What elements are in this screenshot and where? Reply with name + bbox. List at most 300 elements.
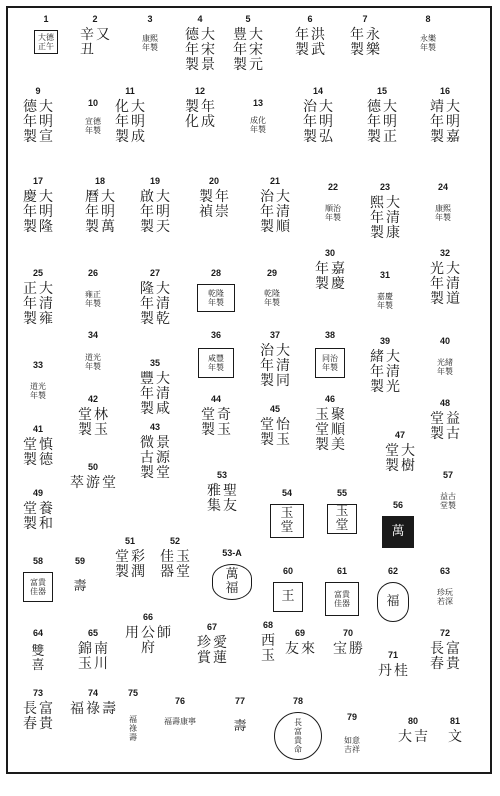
mark-number: 31 xyxy=(379,270,390,280)
inscription-column: 桂 xyxy=(394,663,408,679)
mark-inscription xyxy=(373,664,413,679)
seal-text: 喜 xyxy=(31,658,45,673)
inscription-column: 大 清 道 xyxy=(446,261,460,307)
mark-inscription xyxy=(435,730,475,745)
mark-47 xyxy=(375,430,425,510)
seal-mark xyxy=(212,564,252,600)
mark-number: 68 xyxy=(262,620,273,630)
mark-inscription xyxy=(375,444,425,474)
mark-number: 44 xyxy=(210,394,221,404)
inscription-column: 正 年 製 xyxy=(23,281,37,327)
inscription-column: 年 製 xyxy=(350,27,364,58)
seal-text: 宣德 xyxy=(85,117,101,126)
mark-62 xyxy=(371,566,415,646)
mark-inscription xyxy=(305,408,355,453)
mark-number: 23 xyxy=(379,182,390,192)
mark-inscription xyxy=(280,642,320,657)
mark-inscription xyxy=(180,28,220,73)
mark-1 xyxy=(31,14,61,94)
inscription-column: 友 xyxy=(285,641,299,657)
mark-number: 51 xyxy=(124,536,135,546)
mark-78 xyxy=(273,696,323,776)
inscription-column: 年 崇 xyxy=(215,189,229,220)
seal-text: 福 xyxy=(129,714,137,724)
seal-text: 貴 xyxy=(294,736,302,745)
mark-6 xyxy=(290,14,330,94)
mark-inscription xyxy=(68,408,118,438)
seal-text: 吉祥 xyxy=(344,745,360,754)
inscription-column: 西 玉 xyxy=(261,633,275,664)
mark-number: 64 xyxy=(32,628,43,638)
seal-text: 道光 xyxy=(30,382,46,391)
mark-number: 65 xyxy=(87,628,98,638)
seal-text: 如意 xyxy=(344,736,360,745)
mark-inscription xyxy=(393,730,433,745)
mark-5 xyxy=(228,14,268,94)
mark-inscription xyxy=(357,100,407,145)
seal-text: 萬 xyxy=(225,567,239,582)
mark-76 xyxy=(150,696,210,776)
seal-mark xyxy=(34,30,58,54)
inscription-column: 大 明 萬 xyxy=(101,189,115,235)
mark-17 xyxy=(13,176,63,256)
seal-text: 年製 xyxy=(377,301,393,310)
seal-mark xyxy=(423,352,467,382)
seal-mark xyxy=(273,582,303,612)
mark-3 xyxy=(130,14,170,94)
mark-number: 11 xyxy=(125,86,135,96)
mark-number: 35 xyxy=(149,358,160,368)
mark-number: 10 xyxy=(87,98,98,108)
mark-number: 41 xyxy=(32,424,43,434)
inscription-column: 佳 器 xyxy=(160,549,174,580)
mark-inscription xyxy=(360,196,410,241)
mark-number: 21 xyxy=(269,176,280,186)
mark-inscription xyxy=(70,701,116,717)
seal-text: 富貴 xyxy=(334,590,350,599)
mark-inscription xyxy=(420,412,470,442)
mark-45 xyxy=(250,404,300,484)
seal-text: 佳器 xyxy=(30,587,46,596)
seal-text: 祿 xyxy=(129,723,137,733)
mark-13 xyxy=(236,98,280,178)
mark-number: 53 xyxy=(216,470,227,480)
inscription-column: 大 清 同 xyxy=(276,343,290,389)
seal-mark xyxy=(20,644,56,674)
mark-number: 14 xyxy=(312,86,323,96)
inscription-column: 珍 賞 xyxy=(197,635,211,666)
mark-43 xyxy=(130,422,180,502)
seal-text: 乾隆 xyxy=(264,289,280,298)
mark-50 xyxy=(68,462,118,542)
mark-number: 77 xyxy=(234,696,245,706)
mark-number: 56 xyxy=(392,500,403,510)
mark-number: 22 xyxy=(327,182,338,192)
mark-number: 76 xyxy=(174,696,185,706)
seal-text: 年製 xyxy=(437,367,453,376)
inscription-column: 慶 年 製 xyxy=(23,189,37,235)
mark-number: 59 xyxy=(74,556,85,566)
seal-text: 堂 xyxy=(335,518,349,533)
inscription-column: 治 年 製 xyxy=(260,189,274,235)
mark-inscription xyxy=(360,350,410,395)
mark-inscription xyxy=(130,282,180,327)
mark-80 xyxy=(393,716,433,796)
inscription-column: 年 製 xyxy=(295,27,309,58)
seal-mark xyxy=(327,504,357,534)
inscription-column: 玉 堂 製 xyxy=(315,407,329,453)
mark-number: 67 xyxy=(206,622,217,632)
inscription-column: 慎 德 xyxy=(39,437,53,468)
inscription-column: 年 成 xyxy=(201,99,215,130)
mark-15 xyxy=(357,86,407,166)
inscription-column: 益 古 xyxy=(446,411,460,442)
mark-number: 45 xyxy=(269,404,280,414)
mark-46 xyxy=(305,394,355,474)
seal-text: 堂製 xyxy=(440,501,456,510)
inscription-column: 堂 xyxy=(102,475,116,491)
inscription-column: 雅 集 xyxy=(207,483,221,514)
mark-66 xyxy=(118,612,178,692)
mark-inscription xyxy=(13,190,63,235)
inscription-column: 吉 xyxy=(414,729,428,745)
mark-number: 66 xyxy=(142,612,153,622)
inscription-column: 靖 年 製 xyxy=(430,99,444,145)
inscription-column: 公 府 xyxy=(141,625,155,656)
mark-number: 17 xyxy=(32,176,43,186)
mark-number: 40 xyxy=(439,336,450,346)
seal-text: 正午 xyxy=(38,42,54,51)
seal-text: 福 xyxy=(225,581,239,596)
mark-inscription xyxy=(420,100,470,145)
seal-text: 玉 xyxy=(280,506,294,521)
mark-number: 37 xyxy=(269,330,280,340)
seal-text: 年製 xyxy=(208,363,224,372)
inscription-column: 南 川 xyxy=(94,641,108,672)
mark-number: 55 xyxy=(336,488,347,498)
mark-number: 63 xyxy=(439,566,450,576)
mark-inscription xyxy=(130,190,180,235)
mark-number: 29 xyxy=(266,268,277,278)
seal-text: 嘉慶 xyxy=(377,292,393,301)
inscription-column: 林 玉 xyxy=(94,407,108,438)
seal-text: 珍玩 xyxy=(437,588,453,597)
mark-48 xyxy=(420,398,470,478)
mark-inscription xyxy=(293,100,343,145)
inscription-column: 聖 友 xyxy=(223,483,237,514)
mark-number: 33 xyxy=(32,360,43,370)
seal-text: 年製 xyxy=(208,298,224,307)
inscription-column: 景 源 堂 xyxy=(156,435,170,481)
inscription-column: 大 明 弘 xyxy=(319,99,333,145)
mark-55 xyxy=(320,488,364,568)
mark-inscription xyxy=(189,190,239,220)
seal-text: 益古 xyxy=(440,492,456,501)
mark-number: 24 xyxy=(437,182,448,192)
inscription-column: 大 樹 xyxy=(401,443,415,474)
seal-mark xyxy=(23,572,53,602)
seal-text: 成化 xyxy=(250,116,266,125)
mark-number: 53-A xyxy=(222,548,242,558)
inscription-column: 緒 年 製 xyxy=(370,349,384,395)
inscription-column: 愛 蓮 xyxy=(213,635,227,666)
mark-inscription xyxy=(130,372,180,417)
inscription-column: 堂 製 xyxy=(115,549,129,580)
seal-text: 壽 xyxy=(73,579,87,594)
inscription-column: 大 明 成 xyxy=(131,99,145,145)
inscription-column: 微 古 製 xyxy=(140,435,154,481)
mark-inscription xyxy=(13,502,63,532)
mark-inscription xyxy=(75,190,125,235)
seal-mark xyxy=(270,504,304,538)
seal-mark xyxy=(63,572,97,602)
mark-inscription xyxy=(105,550,155,580)
seal-text: 佳器 xyxy=(334,599,350,608)
mark-54 xyxy=(265,488,309,568)
mark-20 xyxy=(189,176,239,256)
seal-text: 王 xyxy=(281,589,295,604)
mark-number: 4 xyxy=(197,14,203,24)
seal-mark xyxy=(329,728,375,762)
mark-number: 16 xyxy=(439,86,450,96)
mark-57 xyxy=(424,470,472,550)
mark-39 xyxy=(360,336,410,416)
mark-inscription xyxy=(150,550,200,580)
mark-73 xyxy=(13,688,63,768)
inscription-column: 聚 順 美 xyxy=(331,407,345,453)
mark-inscription xyxy=(13,100,63,145)
inscription-column: 製 禎 xyxy=(199,189,213,220)
seal-text: 壽 xyxy=(233,719,247,734)
mark-number: 58 xyxy=(32,556,43,566)
mark-number: 27 xyxy=(149,268,160,278)
mark-9 xyxy=(13,86,63,166)
seal-text: 玉 xyxy=(335,504,349,519)
mark-53-A xyxy=(209,548,255,628)
seal-text: 年製 xyxy=(85,362,101,371)
seal-text: 富貴 xyxy=(30,578,46,587)
mark-11 xyxy=(108,86,152,166)
inscription-column: 堂 製 xyxy=(78,407,92,438)
mark-74 xyxy=(70,688,116,768)
inscription-column: 豊 年 製 xyxy=(233,27,247,73)
mark-number: 79 xyxy=(346,712,357,722)
mark-number: 36 xyxy=(210,330,221,340)
seal-text: 康熙 xyxy=(142,34,158,43)
inscription-column: 化 年 製 xyxy=(115,99,129,145)
seal-text: 堂 xyxy=(280,520,294,535)
inscription-column: 大 清 雍 xyxy=(39,281,53,327)
inscription-column: 大 清 乾 xyxy=(156,281,170,327)
mark-number: 28 xyxy=(210,268,221,278)
mark-inscription xyxy=(305,262,355,292)
mark-number: 30 xyxy=(324,248,335,258)
seal-text: 乾隆 xyxy=(208,289,224,298)
seal-text: 光緒 xyxy=(437,358,453,367)
mark-inscription xyxy=(108,100,152,145)
seal-mark xyxy=(312,198,354,228)
mark-44 xyxy=(191,394,241,474)
inscription-column: 德 年 製 xyxy=(23,99,37,145)
seal-mark xyxy=(151,712,209,730)
seal-mark xyxy=(225,712,255,742)
mark-number: 6 xyxy=(307,14,313,24)
mark-53 xyxy=(197,470,247,550)
mark-inscription xyxy=(130,436,180,481)
seal-text: 大德 xyxy=(38,33,54,42)
mark-inscription xyxy=(345,28,385,58)
inscription-column: 養 和 xyxy=(39,501,53,532)
mark-81 xyxy=(435,716,475,796)
inscription-column: 熙 年 製 xyxy=(370,195,384,241)
seal-mark xyxy=(325,582,359,616)
inscription-column: 大 明 隆 xyxy=(39,189,53,235)
inscription-column: 長 春 xyxy=(430,641,444,672)
seal-mark xyxy=(421,198,465,228)
inscription-column: 大 清 康 xyxy=(386,195,400,241)
seal-mark xyxy=(377,582,409,622)
mark-number: 61 xyxy=(336,566,347,576)
mark-number: 81 xyxy=(449,716,460,726)
inscription-column: 製 化 xyxy=(185,99,199,130)
seal-text: 雍正 xyxy=(85,290,101,299)
seal-text: 年製 xyxy=(264,298,280,307)
inscription-column: 大 明 天 xyxy=(156,189,170,235)
seal-mark xyxy=(274,712,322,760)
mark-number: 54 xyxy=(281,488,292,498)
mark-number: 70 xyxy=(342,628,353,638)
seal-mark xyxy=(425,582,465,612)
mark-inscription xyxy=(68,476,118,491)
inscription-column: 用 xyxy=(125,625,139,641)
inscription-column: 年 製 xyxy=(315,261,329,292)
mark-inscription xyxy=(13,282,63,327)
inscription-column: 富 貴 xyxy=(39,701,53,732)
inscription-column: 祿 xyxy=(86,701,100,717)
seal-text: 同治 xyxy=(322,354,338,363)
mark-18 xyxy=(75,176,125,256)
mark-79 xyxy=(327,712,377,792)
inscription-column: 德 年 製 xyxy=(185,27,199,73)
inscription-column: 大 xyxy=(398,729,412,745)
mark-number: 71 xyxy=(387,650,398,660)
seal-text: 順治 xyxy=(325,204,341,213)
mark-number: 49 xyxy=(32,488,43,498)
seal-mark xyxy=(365,286,405,316)
inscription-column: 玉 堂 xyxy=(176,549,190,580)
mark-12 xyxy=(176,86,224,166)
seal-text: 永樂 xyxy=(420,34,436,43)
inscription-column: 治 年 製 xyxy=(260,343,274,389)
mark-number: 8 xyxy=(425,14,431,24)
inscription-column: 堂 製 xyxy=(385,443,399,474)
inscription-column: 大 清 順 xyxy=(276,189,290,235)
mark-8 xyxy=(403,14,453,94)
mark-number: 9 xyxy=(35,86,41,96)
mark-number: 34 xyxy=(87,330,98,340)
seal-text: 萬 xyxy=(391,524,405,539)
inscription-column: 堂 製 xyxy=(430,411,444,442)
mark-number: 78 xyxy=(292,696,303,706)
inscription-column: 壽 xyxy=(102,701,116,717)
inscription-column: 堂 製 xyxy=(260,417,274,448)
seal-text: 年製 xyxy=(30,391,46,400)
inscription-column: 怡 玉 xyxy=(276,417,290,448)
inscription-column: 洪 武 xyxy=(311,27,325,58)
seal-text: 年製 xyxy=(325,213,341,222)
mark-number: 46 xyxy=(324,394,335,404)
mark-4 xyxy=(180,14,220,94)
inscription-column: 治 年 製 xyxy=(303,99,317,145)
mark-number: 32 xyxy=(439,248,450,258)
seal-text: 富 xyxy=(294,727,302,736)
seal-text: 年製 xyxy=(85,299,101,308)
inscription-column: 隆 年 製 xyxy=(140,281,154,327)
mark-67 xyxy=(187,622,237,702)
mark-number: 73 xyxy=(32,688,43,698)
mark-number: 7 xyxy=(362,14,368,24)
mark-25 xyxy=(13,268,63,348)
inscription-column: 大 宋 元 xyxy=(249,27,263,73)
mark-number: 12 xyxy=(194,86,205,96)
inscription-column: 堂 製 xyxy=(201,407,215,438)
inscription-column: 光 年 製 xyxy=(430,261,444,307)
inscription-column: 大 清 光 xyxy=(386,349,400,395)
seal-text: 若深 xyxy=(437,597,453,606)
mark-number: 69 xyxy=(294,628,305,638)
seal-mark xyxy=(404,30,452,56)
mark-number: 52 xyxy=(169,536,180,546)
inscription-column: 又 xyxy=(96,27,110,43)
inscription-column: 彩 潤 xyxy=(131,549,145,580)
mark-14 xyxy=(293,86,343,166)
mark-19 xyxy=(130,176,180,256)
mark-52 xyxy=(150,536,200,616)
inscription-column: 萃 xyxy=(70,475,84,491)
mark-32 xyxy=(420,248,470,328)
inscription-column: 宝 xyxy=(333,641,347,657)
mark-inscription xyxy=(290,28,330,58)
inscription-column: 師 xyxy=(157,625,171,641)
inscription-column: 堂 製 xyxy=(23,437,37,468)
seal-text: 年製 xyxy=(435,213,451,222)
mark-number: 74 xyxy=(87,688,98,698)
inscription-column: 曆 年 製 xyxy=(85,189,99,235)
mark-number: 47 xyxy=(394,430,405,440)
seal-text: 壽 xyxy=(129,732,137,742)
mark-number: 2 xyxy=(92,14,98,24)
seal-mark xyxy=(118,704,148,752)
mark-72 xyxy=(420,628,470,708)
mark-inscription xyxy=(250,418,300,448)
seal-text: 長 xyxy=(294,718,302,727)
seal-text: 命 xyxy=(294,745,302,754)
mark-77 xyxy=(220,696,260,776)
mark-inscription xyxy=(187,636,237,666)
seal-mark xyxy=(382,516,414,548)
seal-text: 年製 xyxy=(420,43,436,52)
seal-text: 福壽康寧 xyxy=(164,716,196,726)
seal-mark xyxy=(238,114,278,136)
inscription-column: 大 宋 景 xyxy=(201,27,215,73)
mark-number: 50 xyxy=(87,462,98,472)
mark-23 xyxy=(360,182,410,262)
mark-number: 43 xyxy=(149,422,160,432)
inscription-column: 游 xyxy=(86,475,100,491)
seal-mark xyxy=(315,348,345,378)
mark-number: 38 xyxy=(324,330,335,340)
mark-21 xyxy=(250,176,300,256)
